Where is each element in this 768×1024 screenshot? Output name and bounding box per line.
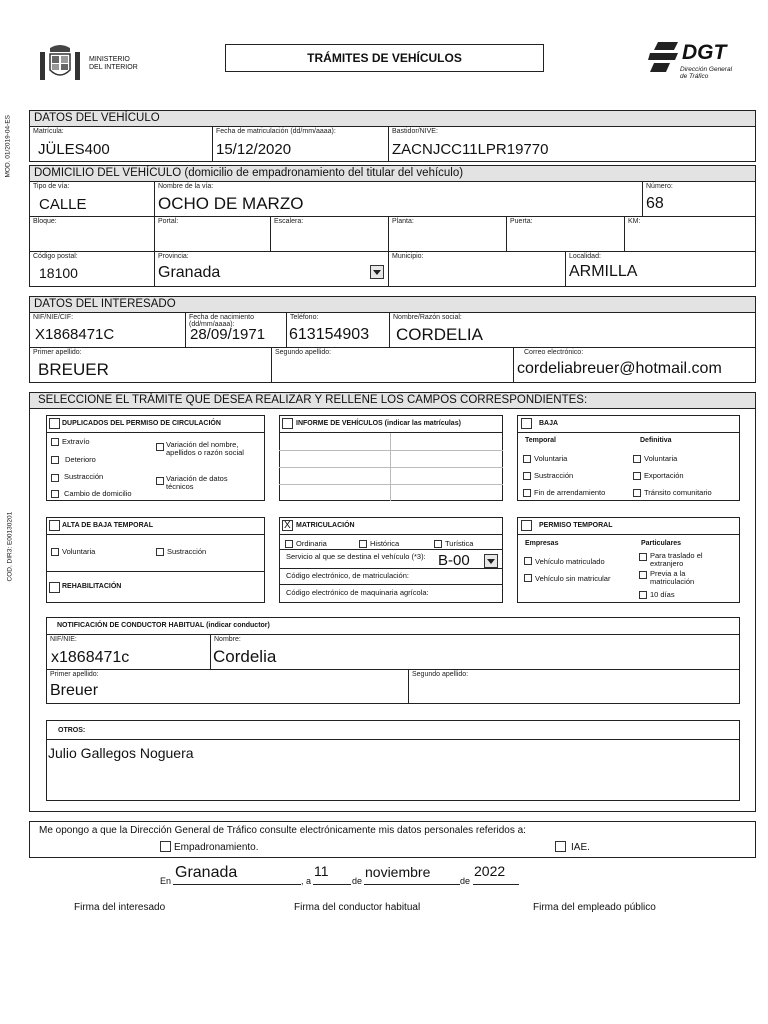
codigo-maquinaria-label: Código electrónico de maquinaria agrícola:	[286, 588, 429, 597]
informe-checkbox[interactable]	[282, 418, 293, 429]
perm-traslado-label: Para traslado el extranjero	[650, 551, 703, 568]
perm-particulares-label: Particulares	[641, 540, 682, 547]
bloque-field[interactable]: Bloque:	[29, 216, 155, 252]
de1-label: de	[352, 876, 363, 886]
primer-apellido-field[interactable]: Primer apellido: BREUER	[29, 347, 272, 383]
perm-matriculado-label: Vehículo matriculado	[535, 557, 605, 566]
portal-field[interactable]: Portal:	[154, 216, 271, 252]
baja-d-voluntaria-label: Voluntaria	[644, 454, 678, 463]
dup-extravio-label: Extravío	[62, 437, 90, 446]
firma-empleado-label: Firma del empleado público	[533, 902, 656, 913]
baja-t-fin-label: Fin de arrendamiento	[534, 488, 606, 497]
vehicle-section-header: DATOS DEL VEHÍCULO	[29, 110, 756, 127]
form-title-box	[225, 44, 544, 72]
codigo-matriculacion-label: Código electrónico, de matriculación:	[286, 571, 409, 580]
conductor-nombre-field[interactable]: Nombre: Cordelia	[210, 634, 740, 670]
perm-10dias-label: 10 días	[650, 590, 675, 599]
conductor-nif-field[interactable]: NIF/NIE: x1868471c	[46, 634, 211, 670]
otros-value: Julio Gallegos Noguera	[48, 745, 194, 761]
alta-sustraccion-checkbox[interactable]	[156, 548, 164, 556]
duplicados-title: DUPLICADOS DEL PERMISO DE CIRCULACIÓN	[62, 420, 221, 427]
informe-divider-1	[279, 450, 503, 451]
baja-d-exportacion-label: Exportación	[644, 471, 684, 480]
matric-turistica-checkbox[interactable]	[434, 540, 442, 548]
a-label: , a	[301, 876, 312, 886]
duplicados-checkbox[interactable]	[49, 418, 60, 429]
lugar-field[interactable]: Granada	[175, 864, 238, 881]
baja-d-exportacion-checkbox[interactable]	[633, 472, 641, 480]
firma-conductor-label: Firma del conductor habitual	[294, 902, 421, 913]
dup-deterioro-label: Deterioro	[65, 455, 96, 464]
consent-text: Me opongo a que la Dirección General de Tráfico consulte electrónicamente mis datos personales referidos a:	[39, 825, 526, 836]
permiso-temporal-title: PERMISO TEMPORAL	[539, 522, 613, 529]
rehab-divider	[46, 571, 265, 572]
domicilio-section-header: DOMICILIO DEL VEHÍCULO (domicilio de empadronamiento del titular del vehículo)	[29, 165, 756, 182]
conductor-apellido1-field[interactable]: Primer apellido: Breuer	[46, 669, 409, 704]
informe-divider-3	[279, 484, 503, 485]
provincia-select[interactable]: Provincia: Granada	[154, 251, 389, 287]
perm-sin-matricular-label: Vehículo sin matricular	[535, 574, 611, 583]
escalera-field[interactable]: Escalera:	[270, 216, 389, 252]
empadronamiento-checkbox[interactable]	[160, 841, 171, 852]
baja-t-sustraccion-checkbox[interactable]	[523, 472, 531, 480]
dup-variacion-datos-checkbox[interactable]	[156, 477, 164, 485]
baja-checkbox[interactable]	[521, 418, 532, 429]
numero-field[interactable]: Número: 68	[642, 181, 756, 217]
mes-field[interactable]: noviembre	[365, 864, 431, 880]
check-x-icon: X	[284, 520, 291, 531]
dgt-logo-icon	[648, 40, 682, 74]
matric-ordinaria-checkbox[interactable]	[285, 540, 293, 548]
matric-divider-1	[279, 549, 503, 550]
rehabilitacion-title: REHABILITACIÓN	[62, 583, 122, 590]
dup-sustraccion-label: Sustracción	[64, 472, 104, 481]
rehabilitacion-checkbox[interactable]	[49, 582, 60, 593]
dup-cambio-checkbox[interactable]	[51, 490, 59, 498]
baja-title: BAJA	[539, 420, 559, 427]
baja-t-fin-checkbox[interactable]	[523, 489, 531, 497]
side-code-top: MOD. 01/2019-04-ES	[4, 114, 12, 178]
de2-label: de	[460, 876, 471, 886]
alta-title: ALTA DE BAJA TEMPORAL	[62, 522, 153, 529]
alta-sustraccion-label: Sustracción	[167, 547, 207, 556]
perm-empresas-label: Empresas	[525, 540, 559, 547]
tipo-via-field[interactable]: Tipo de vía: CALLE	[29, 181, 155, 217]
dup-variacion-nombre-label: Variación del nombre, apellidos o razón social	[166, 440, 244, 457]
email-field[interactable]: Correo electrónico: cordeliabreuer@hotmail.com	[513, 347, 756, 383]
dgt-logo-text: DGT	[682, 41, 727, 64]
baja-d-voluntaria-checkbox[interactable]	[633, 455, 641, 463]
alta-voluntaria-checkbox[interactable]	[51, 548, 59, 556]
empadronamiento-label: Empadronamiento.	[174, 842, 259, 853]
matric-ordinaria-label: Ordinaria	[296, 539, 327, 548]
anio-underline	[473, 884, 519, 885]
ministry-name: MINISTERIO DEL INTERIOR	[89, 56, 138, 71]
puerta-field[interactable]: Puerta:	[506, 216, 625, 252]
conductor-apellido2-field[interactable]: Segundo apellido:	[408, 669, 740, 704]
permiso-temporal-checkbox[interactable]	[521, 520, 532, 531]
dgt-subtitle: Dirección General de Tráfico	[680, 66, 733, 80]
servicio-select[interactable]: B-00	[438, 552, 470, 569]
perm-sin-matricular-checkbox[interactable]	[524, 574, 532, 582]
bastidor-field[interactable]: Bastidor/NIVE: ZACNJCC11LPR19770	[388, 126, 756, 162]
matriculacion-title: MATRICULACIÓN	[296, 522, 355, 529]
anio-field[interactable]: 2022	[474, 863, 506, 879]
iae-checkbox[interactable]	[555, 841, 566, 852]
matric-divider-3	[279, 584, 503, 585]
perm-previa-label: Previa a la matriculación	[650, 569, 695, 586]
fecha-nacimiento-field[interactable]: Fecha de nacimiento (dd/mm/aaaa): 28/09/1971	[185, 312, 287, 348]
municipio-field[interactable]: Municipio:	[388, 251, 566, 287]
otros-title: OTROS:	[58, 727, 86, 734]
matric-divider-2	[279, 568, 503, 569]
firma-interesado-label: Firma del interesado	[74, 902, 166, 913]
interesado-section-header: DATOS DEL INTERESADO	[29, 296, 756, 313]
iae-label: IAE.	[571, 842, 590, 853]
baja-temporal-label: Temporal	[525, 437, 556, 444]
planta-field[interactable]: Planta:	[388, 216, 507, 252]
informe-title: INFORME DE VEHÍCULOS (indicar las matrículas)	[296, 420, 461, 427]
perm-matriculado-checkbox[interactable]	[524, 557, 532, 565]
dup-cambio-label: Cambio de domicilio	[64, 489, 132, 498]
nif-field[interactable]: NIF/NIE/CIF: X1868471C	[29, 312, 186, 348]
baja-t-sustraccion-label: Sustracción	[534, 471, 574, 480]
ministry-coat-of-arms-icon	[38, 42, 82, 84]
otros-header-box	[46, 720, 740, 740]
fecha-matriculacion-field[interactable]: Fecha de matriculación (dd/mm/aaaa): 15/12/2020	[212, 126, 389, 162]
dup-variacion-datos-label: Variación de datos técnicos	[166, 474, 228, 491]
dup-sustraccion-checkbox[interactable]	[51, 474, 59, 482]
km-field[interactable]: KM:	[624, 216, 756, 252]
lugar-underline	[173, 884, 301, 885]
informe-divider-2	[279, 467, 503, 468]
alta-voluntaria-label: Voluntaria	[62, 547, 96, 556]
dia-field[interactable]: 11	[314, 863, 329, 879]
baja-d-transito-checkbox[interactable]	[633, 489, 641, 497]
perm-10dias-checkbox[interactable]	[639, 591, 647, 599]
matric-historica-label: Histórica	[370, 539, 400, 548]
baja-d-transito-label: Tránsito comunitario	[644, 488, 712, 497]
matricula-field[interactable]: Matrícula: JÜLES400	[29, 126, 213, 162]
nombre-via-field[interactable]: Nombre de la vía: OCHO DE MARZO	[154, 181, 643, 217]
conductor-title: NOTIFICACIÓN DE CONDUCTOR HABITUAL (indicar conductor)	[57, 622, 270, 629]
dup-deterioro-checkbox[interactable]	[51, 456, 59, 464]
segundo-apellido-field[interactable]: Segundo apellido:	[271, 347, 514, 383]
dup-variacion-nombre-checkbox[interactable]	[156, 443, 164, 451]
matric-historica-checkbox[interactable]	[359, 540, 367, 548]
tramite-section-header: SELECCIONE EL TRÁMITE QUE DESEA REALIZAR Y RELLENE LOS CAMPOS CORRESPONDIENTES:	[29, 392, 756, 409]
page-title: TRÁMITES DE VEHÍCULOS	[307, 51, 462, 65]
dia-underline	[313, 884, 351, 885]
localidad-field[interactable]: Localidad: ARMILLA	[565, 251, 756, 287]
en-label: En	[160, 876, 172, 886]
baja-t-voluntaria-label: Voluntaria	[534, 454, 568, 463]
servicio-chevron-down-icon[interactable]	[484, 554, 498, 568]
alta-checkbox[interactable]	[49, 520, 60, 531]
baja-definitiva-label: Definitiva	[640, 437, 672, 444]
perm-previa-checkbox[interactable]	[639, 571, 647, 579]
dup-extravio-checkbox[interactable]	[51, 438, 59, 446]
telefono-field[interactable]: Teléfono: 613154903	[286, 312, 390, 348]
codigo-postal-field[interactable]: Código postal: 18100	[29, 251, 155, 287]
chevron-down-icon[interactable]	[370, 265, 384, 279]
side-code-bottom: COD. DIR3: E00130201	[6, 511, 14, 582]
matriculacion-checkbox[interactable]	[282, 520, 293, 531]
mes-underline	[364, 884, 460, 885]
perm-traslado-checkbox[interactable]	[639, 553, 647, 561]
baja-t-voluntaria-checkbox[interactable]	[523, 455, 531, 463]
matric-turistica-label: Turística	[445, 539, 474, 548]
servicio-label: Servicio al que se destina el vehículo (*3):	[286, 552, 426, 561]
nombre-razon-social-field[interactable]: Nombre/Razón social: CORDELIA	[389, 312, 756, 348]
